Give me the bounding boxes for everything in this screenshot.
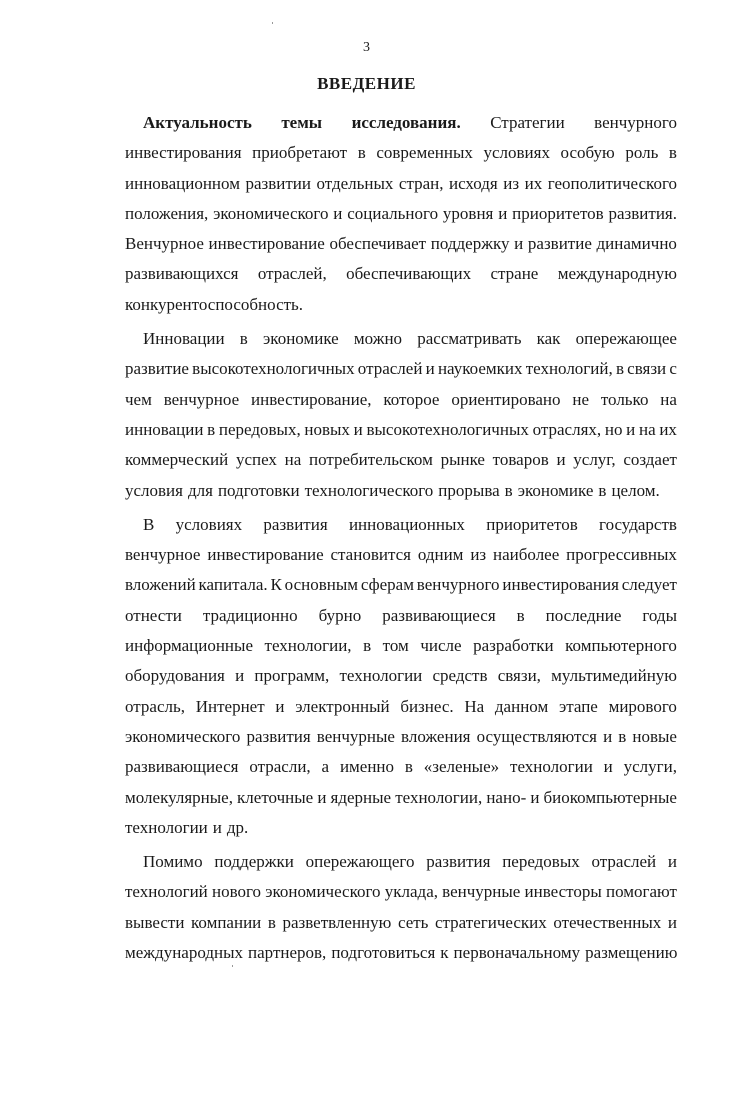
- text-line: технологий нового экономического уклада, венчурные инвесторы помогают: [125, 882, 677, 902]
- text-line: чем венчурное инвестирование, которое ориентировано не только на: [125, 389, 677, 409]
- text-line: международных партнеров, подготовиться к первоначальному размещению: [125, 943, 678, 963]
- text-line: условия для подготовки технологического прорыва в экономике в целом.: [125, 480, 660, 500]
- text-line: коммерческий успех на потребительском рынке товаров и услуг, создает: [125, 450, 677, 470]
- text-line: информационные технологии, в том числе разработки компьютерного: [125, 636, 677, 656]
- text-line: В условиях развития инновационных приоритетов государств: [143, 514, 677, 534]
- text-line: развивающиеся отрасли, а именно в «зеленые» технологии и услуги,: [125, 757, 677, 777]
- text-line: Помимо поддержки опережающего развития передовых отраслей и: [143, 852, 677, 872]
- text-line: Актуальность темы исследования. Стратегии венчурного: [143, 113, 677, 132]
- text-line: вложений капитала. К основным сферам венчурного инвестирования следует: [125, 575, 677, 595]
- text-line: положения, экономического и социального уровня и приоритетов развития.: [125, 203, 677, 223]
- text-line: Инновации в экономике можно рассматривать как опережающее: [143, 329, 677, 349]
- text-line: инновации в передовых, новых и высокотехнологичных отраслях, но и на их: [125, 419, 677, 439]
- page-title: ВВЕДЕНИЕ: [317, 74, 416, 93]
- text-line: оборудования и программ, технологии средств связи, мультимедийную: [125, 666, 677, 686]
- text-line: технологии и др.: [125, 817, 249, 837]
- text-line: Венчурное инвестирование обеспечивает поддержку и развитие динамично: [125, 234, 677, 254]
- paragraph: [125, 108, 677, 320]
- body-text: [125, 108, 677, 968]
- paragraph: [125, 324, 677, 506]
- text-line: инновационном развитии отдельных стран, исходя из их геополитического: [125, 173, 677, 193]
- paragraph: [125, 847, 677, 968]
- text-line: конкурентоспособность.: [125, 294, 304, 314]
- text-line: экономического развития венчурные вложения осуществляются и в новые: [125, 726, 677, 746]
- paragraph: [125, 510, 677, 843]
- scan-speck-bottom: [232, 965, 233, 967]
- text-line: молекулярные, клеточные и ядерные технологии, нано- и биокомпьютерные: [125, 787, 677, 807]
- text-line: развивающихся отраслей, обеспечивающих стране международную: [125, 264, 677, 284]
- text-line: отнести традиционно бурно развивающиеся в последние годы: [125, 605, 677, 625]
- text-line: вывести компании в разветвленную сеть стратегических отечественных и: [125, 912, 677, 932]
- scan-speck-top: [272, 22, 273, 24]
- text-line: венчурное инвестирование становится одним из наиболее прогрессивных: [125, 545, 677, 565]
- page-number: 3: [363, 40, 370, 55]
- text-line: отрасль, Интернет и электронный бизнес. На данном этапе мирового: [125, 696, 677, 716]
- text-line: инвестирования приобретают в современных условиях особую роль в: [125, 143, 677, 163]
- text-line: развитие высокотехнологичных отраслей и наукоемких технологий, в связи с: [125, 359, 677, 379]
